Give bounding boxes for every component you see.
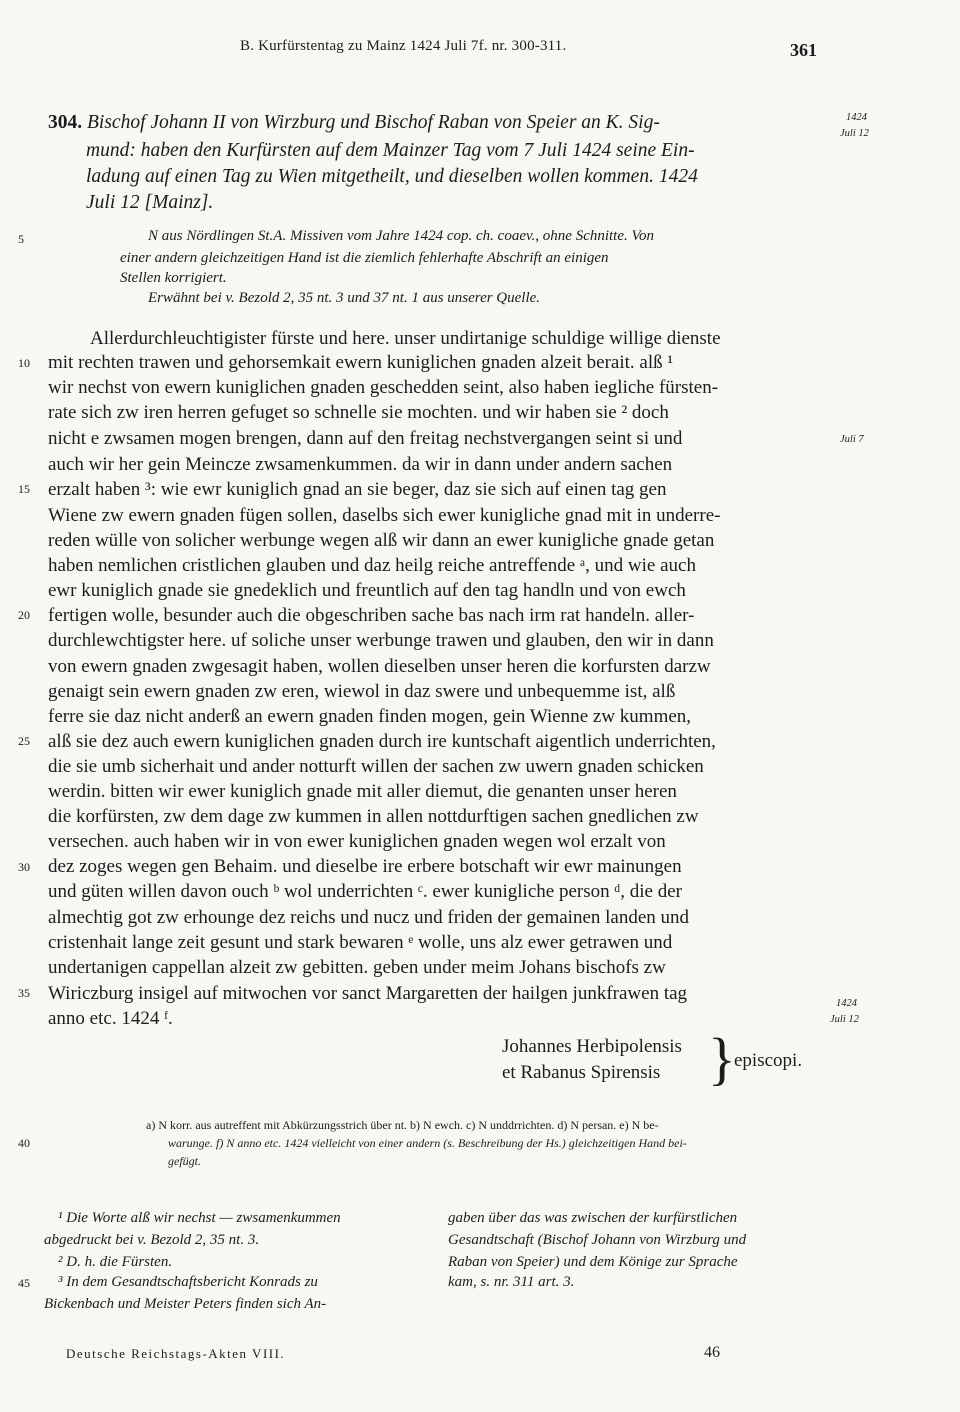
- textual-note: gefügt.: [168, 1154, 201, 1168]
- body-line: erzalt haben ³: wie ewr kuniglich gnad an sie beger, daz sie sich auf einen tag gen: [48, 479, 667, 500]
- source-line: N aus Nördlingen St.A. Missiven vom Jahre 1424 cop. ch. coaev., ohne Schnitte. Von: [148, 228, 655, 244]
- line-number: 10: [18, 356, 30, 370]
- heading-line: Juli 12 [Mainz].: [86, 192, 214, 213]
- margin-year: 1424: [836, 998, 857, 1009]
- margin-year: 1424: [846, 112, 867, 123]
- line-number: 25: [18, 734, 30, 748]
- footnote-line: ¹ Die Worte alß wir nechst — zwsamenkummen: [58, 1210, 341, 1226]
- line-number: 30: [18, 860, 30, 874]
- signature-brace: }: [708, 1026, 736, 1091]
- footnote-line: ³ In dem Gesandtschaftsbericht Konrads zu: [58, 1274, 318, 1290]
- body-line: haben nemlichen cristlichen glauben und daz heilg reiche antreffende ᵃ, und wie auch: [48, 555, 696, 576]
- body-line: ewr kuniglich gnade sie gnedeklich und freuntlich auf den tag handln und von ewch: [48, 580, 686, 601]
- body-line: mit rechten trawen und gehorsemkait ewern kuniglichen gnaden alzeit berait. alß ¹: [48, 352, 674, 373]
- body-line: alß sie dez auch ewern kuniglichen gnaden durch ire kuntschaft aigentlich underrichten,: [48, 731, 716, 752]
- signature-mark: 46: [704, 1344, 720, 1361]
- body-line: die korfürsten, zw dem dage zw kummen in allen nottdurftigen sachen gnedlichen zw: [48, 806, 699, 827]
- textual-note: warunge. f) N anno etc. 1424 vielleicht von einer andern (s. Beschreibung der Hs.) gleichzeitigen Hand bei-: [168, 1136, 687, 1150]
- doc-heading-line-1: [48, 112, 660, 134]
- body-line: wir nechst von ewern kuniglichen gnaden geschedden seint, also haben iegliche fürsten-: [48, 377, 719, 398]
- footnote-line: ² D. h. die Fürsten.: [58, 1254, 173, 1270]
- body-line: reden wülle von solicher werbunge wegen alß wir dann an ewer kunigliche gnade getan: [48, 530, 715, 551]
- source-line: einer andern gleichzeitigen Hand ist die ziemlich fehlerhafte Abschrift an einigen: [120, 250, 609, 266]
- signature-line: et Rabanus Spirensis: [502, 1062, 661, 1083]
- line-number: 5: [18, 232, 24, 246]
- source-line: Stellen korrigiert.: [120, 270, 227, 286]
- footnote-line: gaben über das was zwischen der kurfürstlichen: [448, 1210, 738, 1226]
- margin-date: Juli 7: [840, 434, 864, 445]
- body-line: auch wir her gein Meincze zwsamenkummen. da wir in dann under andern sachen: [48, 454, 673, 475]
- body-line: Allerdurchleuchtigister fürste und here. unser undirtanige schuldige willige dienste: [90, 328, 721, 349]
- body-line: die sie umb sicherhait und ander notturft willen der sachen zw uwern gnaden schicken: [48, 756, 704, 777]
- line-number: 40: [18, 1136, 30, 1150]
- footnote-line: Bickenbach und Meister Peters finden sich An-: [44, 1296, 327, 1312]
- page-number: 361: [790, 40, 817, 60]
- body-line: anno etc. 1424 ᶠ.: [48, 1008, 173, 1029]
- body-line: von ewern gnaden zwgesagit haben, wollen dieselben unser heren die korfursten darzw: [48, 656, 711, 677]
- body-line: durchlewchtigster here. uf soliche unser werbunge trawen und glauben, den wir in dann: [48, 630, 714, 651]
- body-line: genaigt sein ewern gnaden zw eren, wiewol in daz swere und unbequemme ist, alß: [48, 681, 676, 702]
- footnote-line: kam, s. nr. 311 art. 3.: [448, 1274, 575, 1290]
- body-line: cristenhait lange zeit gesunt und stark bewaren ᵉ wolle, uns alz ewer getrawen und: [48, 932, 673, 953]
- body-line: rate sich zw iren herren gefuget so schnelle sie mochten. und wir haben sie ² doch: [48, 402, 669, 423]
- heading-line: ladung auf einen Tag zu Wien mitgetheilt, und dieselben wollen kommen. 1424: [86, 166, 698, 187]
- footnote-line: Gesandtschaft (Bischof Johann von Wirzburg und: [448, 1232, 747, 1248]
- body-line: Wiene zw ewern gnaden fügen sollen, daselbs sich ewer kunigliche gnad mit in underre-: [48, 505, 721, 526]
- margin-date: Juli 12: [840, 128, 869, 139]
- running-header: B. Kurfürstentag zu Mainz 1424 Juli 7f. nr. 300-311.: [240, 38, 567, 54]
- body-line: werdin. bitten wir ewer kuniglich gnade mit aller diemut, die genanten unser heren: [48, 781, 677, 802]
- footnote-line: Raban von Speier) und dem Könige zur Sprache: [448, 1254, 738, 1270]
- body-line: und güten willen davon ouch ᵇ wol underrichten ᶜ. ewer kunigliche person ᵈ, die der: [48, 881, 682, 902]
- margin-date: Juli 12: [830, 1014, 859, 1025]
- doc-number: 304.: [48, 112, 83, 133]
- heading-line: mund: haben den Kurfürsten auf dem Mainzer Tag vom 7 Juli 1424 seine Ein-: [86, 140, 695, 161]
- body-line: ferre sie daz nicht anderß an ewern gnaden finden mogen, gein Wienne zw kummen,: [48, 706, 692, 727]
- body-line: Wiriczburg insigel auf mitwochen vor sanct Margaretten der hailgen junkfrawen tag: [48, 983, 688, 1004]
- line-number: 35: [18, 986, 30, 1000]
- body-line: dez zoges wegen gen Behaim. und dieselbe ire erbere botschaft wir ewr mainungen: [48, 856, 682, 877]
- signature-line: Johannes Herbipolensis: [502, 1036, 682, 1057]
- body-line: nicht e zwsamen mogen brengen, dann auf den freitag nechstvergangen seint si und: [48, 428, 683, 449]
- line-number: 45: [18, 1276, 30, 1290]
- body-line: versechen. auch haben wir in von ewer kuniglichen gnaden wegen wol erzalt von: [48, 831, 666, 852]
- body-line: fertigen wolle, besunder auch die obgeschriben sache bas nach irm rat handeln. aller-: [48, 605, 695, 626]
- heading-line: Bischof Johann II von Wirzburg und Bischof Raban von Speier an K. Sig-: [87, 112, 660, 133]
- body-line: almechtig got zw erhounge dez reichs und nucz und friden der gemainen landen und: [48, 907, 690, 928]
- line-number: 15: [18, 482, 30, 496]
- textual-note: a) N korr. aus autreffent mit Abkürzungsstrich über nt. b) N ewch. c) N unddrrichten. d) N persan. e) N be-: [146, 1118, 659, 1132]
- series-title: Deutsche Reichstags-Akten VIII.: [66, 1346, 286, 1361]
- line-number: 20: [18, 608, 30, 622]
- body-line: undertanigen cappellan alzeit zw gebitten. geben under meim Johans bischofs zw: [48, 957, 666, 978]
- signature-role: episcopi.: [734, 1050, 803, 1071]
- footnote-line: abgedruckt bei v. Bezold 2, 35 nt. 3.: [44, 1232, 260, 1248]
- source-line: Erwähnt bei v. Bezold 2, 35 nt. 3 und 37 nt. 1 aus unserer Quelle.: [148, 290, 541, 306]
